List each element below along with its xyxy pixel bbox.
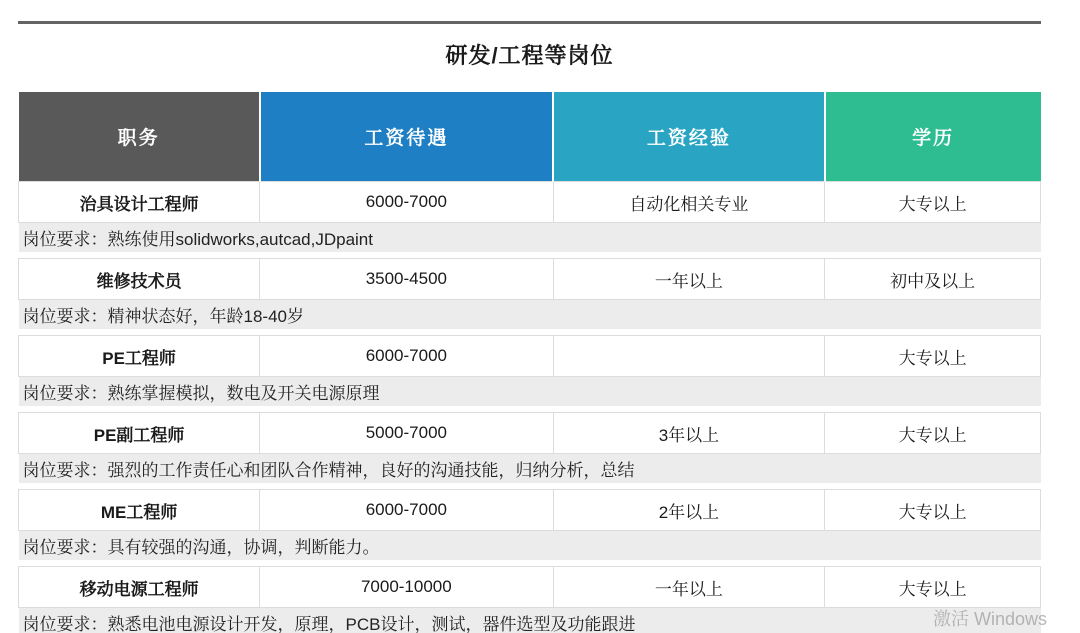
cell-education: 大专以上 [825,490,1041,531]
jobs-table-header [19,92,1041,182]
cell-experience [553,336,825,377]
jobs-table-body [19,182,1041,633]
cell-salary: 7000-10000 [260,567,553,608]
cell-salary: 6000-7000 [260,182,553,223]
cell-education: 大专以上 [825,336,1041,377]
requirement-row [19,454,1041,484]
page [18,0,1041,633]
cell-salary: 3500-4500 [260,259,553,300]
requirement-text: 岗位要求：强烈的工作责任心和团队合作精神，良好的沟通技能，归纳分析，总结 [19,454,1041,484]
cell-experience: 2年以上 [553,490,825,531]
cell-education: 大专以上 [825,182,1041,223]
windows-activation-watermark: 激活 Windows [933,609,1048,629]
requirement-row [19,608,1041,633]
cell-salary: 6000-7000 [260,490,553,531]
table-row [19,413,1041,454]
cell-position: PE工程师 [19,336,260,377]
header-cell-education: 学历 [825,92,1041,182]
requirement-row [19,300,1041,330]
cell-experience: 自动化相关专业 [553,182,825,223]
table-row [19,259,1041,300]
requirement-text: 岗位要求：具有较强的沟通，协调，判断能力。 [19,531,1041,561]
requirement-text: 岗位要求：熟练使用solidworks,autcad,JDpaint [19,223,1041,253]
cell-position: 维修技术员 [19,259,260,300]
cell-experience: 一年以上 [553,259,825,300]
requirement-text: 岗位要求：熟悉电池电源设计开发，原理，PCB设计，测试，器件选型及功能跟进 [19,608,1041,633]
header-cell-salary: 工资待遇 [260,92,553,182]
cell-experience: 3年以上 [553,413,825,454]
header-cell-position: 职务 [19,92,260,182]
table-row [19,490,1041,531]
table-row [19,567,1041,608]
header-cell-experience: 工资经验 [553,92,825,182]
cell-education: 初中及以上 [825,259,1041,300]
requirement-row [19,223,1041,253]
cell-experience: 一年以上 [553,567,825,608]
page-title: 研发/工程等岗位 [445,43,614,68]
jobs-table [18,92,1041,633]
top-divider [18,21,1041,24]
cell-education: 大专以上 [825,567,1041,608]
cell-salary: 5000-7000 [260,413,553,454]
requirement-text: 岗位要求：精神状态好，年龄18-40岁 [19,300,1041,330]
requirement-text: 岗位要求：熟练掌握模拟，数电及开关电源原理 [19,377,1041,407]
requirement-row [19,377,1041,407]
cell-salary: 6000-7000 [260,336,553,377]
cell-position: 移动电源工程师 [19,567,260,608]
cell-position: ME工程师 [19,490,260,531]
cell-position: PE副工程师 [19,413,260,454]
cell-position: 治具设计工程师 [19,182,260,223]
table-row [19,182,1041,223]
requirement-row [19,531,1041,561]
table-row [19,336,1041,377]
cell-education: 大专以上 [825,413,1041,454]
